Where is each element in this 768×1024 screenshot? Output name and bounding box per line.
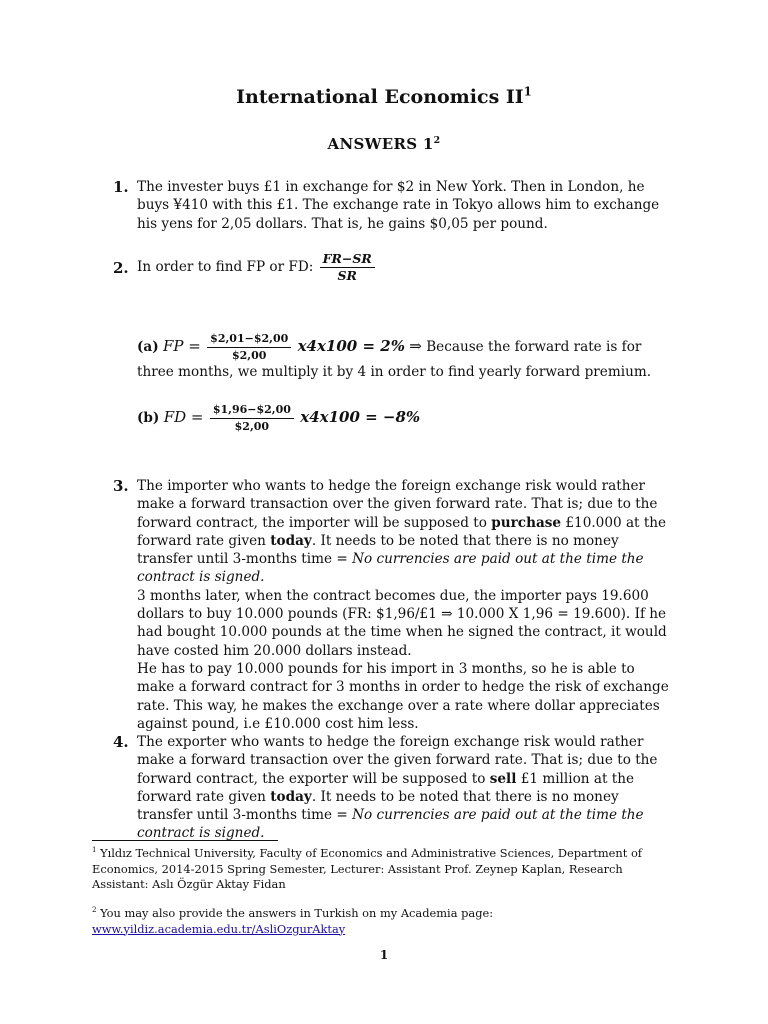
keyword-today: today <box>270 532 312 549</box>
subtitle-text: ANSWERS 1 <box>327 135 434 153</box>
answer-3-italic-note: No currencies are paid out at the time the contract is signed. <box>137 551 644 586</box>
keyword-purchase: purchase <box>491 514 562 531</box>
academia-link[interactable]: www.yildiz.academia.edu.tr/AsliOzgurAktay <box>92 921 346 936</box>
answer-3-paragraph-1: The importer who wants to hedge the foreign exchange risk would rather make a forward transaction over the given forward rate. That is; due to the forward contract, the importer will be supposed to purchase £10.000 at the forward rate given today. It needs to be noted that there is no money transfer until 3-months time = No currencies are paid out at the time the contract is signed. <box>137 478 667 586</box>
answer-4-italic-note: No currencies are paid out at the time the contract is signed. <box>137 807 644 842</box>
answer-3-paragraph-3: He has to pay 10.000 pounds for his import in 3 months, so he is able to make a forward contract for 3 months in order to hedge the risk of exchange rate. This way, he makes the exchange over a rate where dollar appreciates against pound, i.e £10.000 cost him less. <box>137 660 669 732</box>
part-a-lhs: FP = <box>163 337 201 355</box>
answer-2 <box>115 252 675 283</box>
part-a-fraction <box>207 332 291 363</box>
answer-2-intro: In order to find FP or FD: <box>137 259 314 275</box>
part-b-denominator: $2,00 <box>234 420 270 433</box>
answer-4 <box>115 733 675 843</box>
part-a-explanation: Because the forward rate is for three months, we multiply it by 4 in order to find yearly forward premium. <box>137 339 652 380</box>
footnote-1-mark: 1 <box>92 845 97 855</box>
part-b-result: x4x100 = −8% <box>300 408 421 426</box>
subtitle-footnote-ref[interactable]: 2 <box>433 135 441 146</box>
footnote-2-text: You may also provide the answers in Turkish on my Academia page: <box>100 906 494 920</box>
fp-fd-formula <box>320 252 375 283</box>
document-subtitle <box>0 135 768 153</box>
page-number: 1 <box>379 948 389 962</box>
footnote-1 <box>92 846 682 893</box>
answer-2-number: 2. <box>113 259 129 277</box>
answer-1-text: The invester buys £1 in exchange for $2 in New York. Then in London, he buys ¥410 with this £1. The exchange rate in Tokyo allows him to exchange his yens for 2,05 dollars. That is, he gains $0,05 per pound. <box>137 179 660 232</box>
answer-3-number: 3. <box>113 477 129 495</box>
title-text: International Economics II <box>236 86 524 108</box>
answer-1 <box>115 178 675 233</box>
part-a-denominator: $2,00 <box>232 349 267 362</box>
title-footnote-ref[interactable]: 1 <box>523 84 532 99</box>
answer-3-paragraph-2: 3 months later, when the contract becomes due, the importer pays 19.600 dollars to buy 10.000 pounds (FR: $1,96/£1 ⇒ 10.000 X 1,96 = 19.600). If he had bought 10.000 pounds at the time when he signed the contract, it would have costed him 20.000 dollars instead. <box>137 587 667 659</box>
part-a-result: x4x100 = 2% <box>297 337 405 355</box>
answer-1-number: 1. <box>113 178 129 196</box>
formula-numerator: FR−SR <box>320 252 375 268</box>
part-b-label: (b) <box>137 410 160 426</box>
answer-2b <box>137 403 677 434</box>
footnote-2 <box>92 906 682 937</box>
answer-4-paragraph-1: The exporter who wants to hedge the foreign exchange risk would rather make a forward transaction over the given forward rate. That is; due to the forward contract, the exporter will be supposed to sell £1 million at the forward rate given today. It needs to be noted that there is no money transfer until 3-months time = No currencies are paid out at the time the contract is signed. <box>137 734 658 842</box>
footnote-divider <box>92 840 278 841</box>
formula-denominator: SR <box>337 268 357 283</box>
part-b-lhs: FD = <box>163 408 204 426</box>
part-b-numerator: $1,96−$2,00 <box>210 403 294 419</box>
implies-arrow: ⇒ <box>409 337 422 355</box>
answer-4-number: 4. <box>113 733 129 751</box>
keyword-today: today <box>270 788 312 805</box>
document-title <box>0 86 768 108</box>
answer-2a <box>137 332 677 381</box>
part-a-label: (a) <box>137 339 159 355</box>
part-a-numerator: $2,01−$2,00 <box>207 332 291 348</box>
footnote-2-mark: 2 <box>92 905 97 915</box>
part-b-fraction <box>210 403 294 434</box>
footnote-1-text: Yıldız Technical University, Faculty of Economics and Administrative Sciences, Department of Economics, 2014-2015 Spring Semester, Lecturer: Assistant Prof. Zeynep Kaplan, Research Assistant: Aslı Özgür Aktay Fidan <box>92 846 643 891</box>
answer-3 <box>115 477 675 733</box>
keyword-sell: sell <box>489 770 517 787</box>
